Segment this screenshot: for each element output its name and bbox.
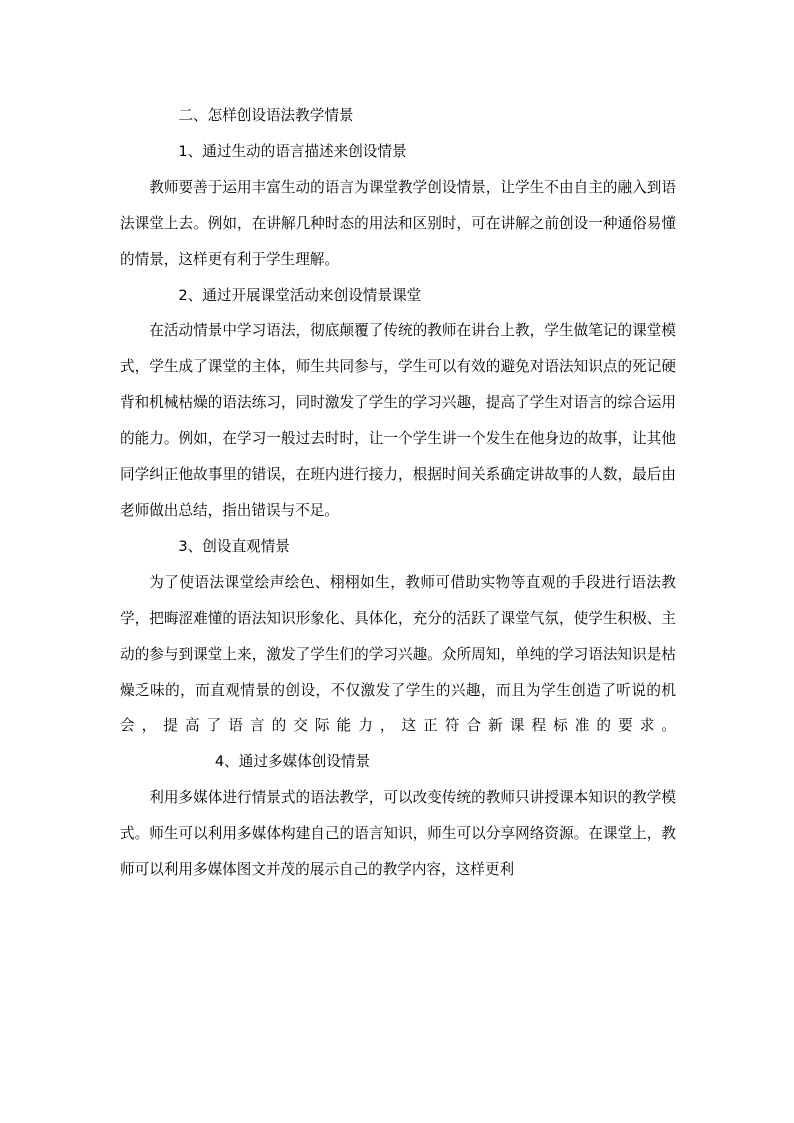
paragraph-3-text: 为了使语法课堂绘声绘色、栩栩如生，教师可借助实物等直观的手段进行语法教学，把晦涩难懂的语法知识形象化、具体化，充分的活跃了课堂气氛，使学生积极、主动的参与到课堂上来，激发了学生们的学习兴趣。众所周知，单纯的学习语法知识是枯燥乏味的，而直观情景的创设，不仅激发了学生的兴趣，而且为学生创造了听说的机会，提高了语言的交际能力，这正符合新课程标准的要求。: [120, 573, 676, 735]
subheading-2: 2、通过开展课堂活动来创设情景课堂: [178, 286, 422, 304]
paragraph-3: [120, 565, 676, 780]
document-body: [120, 98, 676, 888]
section-title: 二、怎样创设语法教学情景: [178, 107, 354, 124]
paragraph-4: 利用多媒体进行情景式的语法教学，可以改变传统的教师只讲授课本知识的教学模式。师生可以利用多媒体构建自己的语言知识，师生可以分享网络资源。在课堂上，教师可以利用多媒体图文并茂的展示自己的教学内容，这样更利: [120, 789, 676, 879]
paragraph-1: 教师要善于运用丰富生动的语言为课堂教学创设情景，让学生不由自主的融入到语法课堂上去。例如，在讲解几种时态的用法和区别时，可在讲解之前创设一种通俗易懂的情景，这样更有利于学生理解。: [120, 178, 676, 268]
subheading-4: 4、通过多媒体创设情景: [214, 753, 371, 771]
subheading-3: 3、创设直观情景: [178, 537, 290, 555]
subheading-1: 1、通过生动的语言描述来创设情景: [178, 142, 407, 160]
paragraph-2: 在活动情景中学习语法，彻底颠覆了传统的教师在讲台上教，学生做笔记的课堂模式，学生成了课堂的主体，师生共同参与，学生可以有效的避免对语法知识点的死记硬背和机械枯燥的语法练习，同时激发了学生的学习兴趣，提高了学生对语言的综合运用的能力。例如，在学习一般过去时时，让一个学生讲一个发生在他身边的故事，让其他同学纠正他故事里的错误，在班内进行接力，根据时间关系确定讲故事的人数，最后由老师做出总结，指出错误与不足。: [120, 322, 676, 519]
